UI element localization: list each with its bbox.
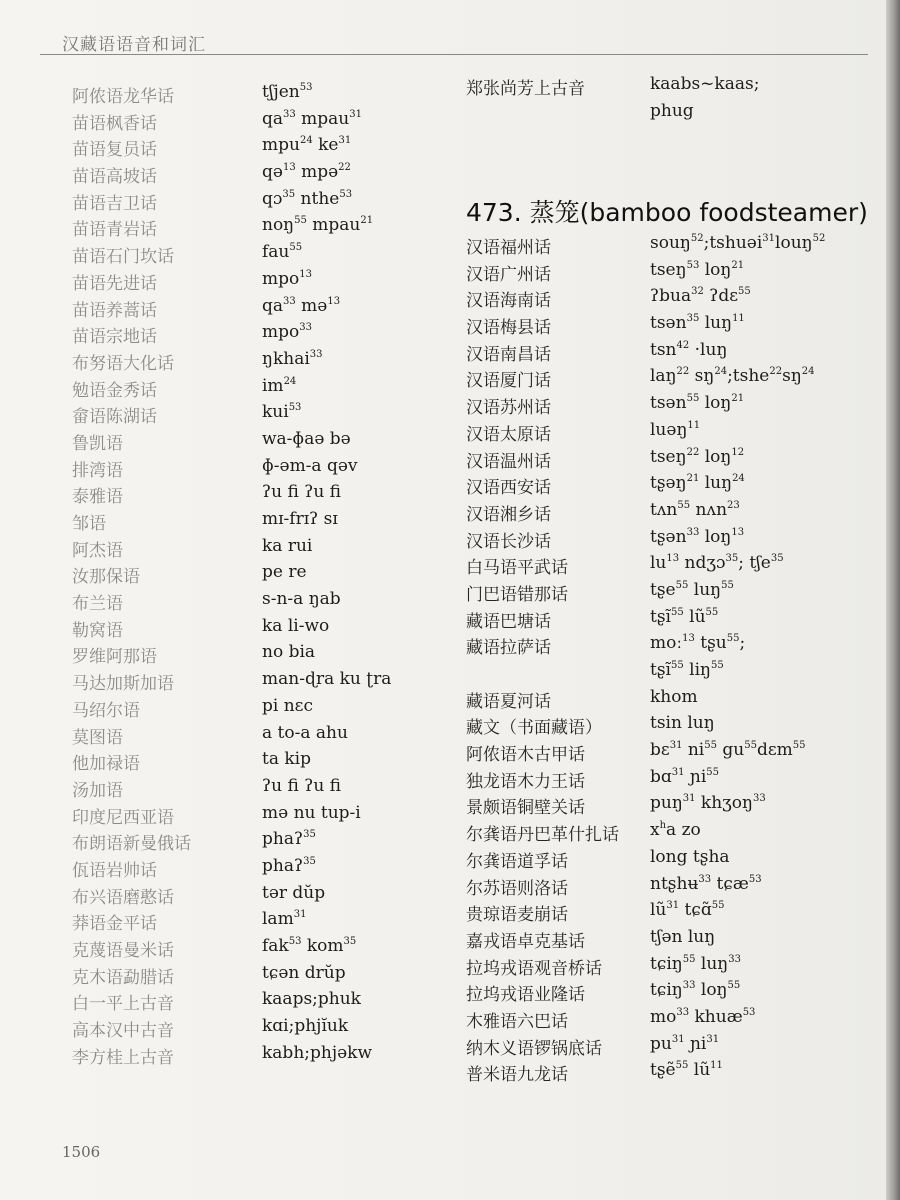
entry-row xyxy=(466,527,866,554)
phonetic-form: mpo$^{13}$ xyxy=(262,268,312,289)
language-name: 克木语勐腊话 xyxy=(72,967,174,988)
phonetic-form: tɕən drŭp xyxy=(262,962,346,983)
language-name: 高本汉中古音 xyxy=(72,1021,174,1042)
entry-row xyxy=(72,429,452,456)
entry-row xyxy=(72,82,452,109)
phonetic-form: ʔu fi ʔu fi xyxy=(262,482,342,503)
entry-row xyxy=(72,402,452,429)
phonetic-form: $mo^{33}$ khuæ$^{53}$ xyxy=(650,1006,756,1027)
entry-row xyxy=(466,900,866,927)
phonetic-form: pi nɛc xyxy=(262,695,313,716)
entry-row xyxy=(72,642,452,669)
language-name: 苗语先进话 xyxy=(72,273,157,294)
entry-row xyxy=(466,1034,866,1061)
entry-row xyxy=(72,696,452,723)
language-name: 罗维阿那语 xyxy=(72,647,157,668)
phonetic-form: a to-a ahu xyxy=(262,722,348,743)
language-name: 汉语太原话 xyxy=(466,424,551,445)
phonetic-form: man-ɖra ku ʈra xyxy=(262,669,392,690)
language-name: 汉语厦门话 xyxy=(466,371,551,392)
language-name: 汉语福州话 xyxy=(466,238,551,258)
phonetic-form: tsən$^{55}$ loŋ$^{21}$ xyxy=(650,393,745,414)
entry-row xyxy=(72,109,452,136)
language-name: 汝那保语 xyxy=(72,567,140,588)
entry-row xyxy=(72,482,452,509)
phonetic-form: puŋ$^{31}$ khʒoŋ$^{33}$ xyxy=(650,793,766,814)
entry-row xyxy=(466,793,866,820)
phonetic-form: tʂe$^{55}$ luŋ$^{55}$ xyxy=(650,579,734,600)
entry-row xyxy=(72,776,452,803)
phonetic-form: bɛ$^{31}$ $ni^{55}$ $gu^{55}dɛm^{55}$ xyxy=(650,740,806,761)
entry-row xyxy=(466,366,866,393)
entry-row xyxy=(72,349,452,376)
language-name: 布兴语磨憨话 xyxy=(72,887,174,908)
entry-row xyxy=(466,101,866,128)
phonetic-form: noŋ$^{55}$ mpau$^{21}$ xyxy=(262,215,374,236)
running-head: 汉藏语语音和词汇 xyxy=(62,35,206,55)
phonetic-form: mə nu tup-i xyxy=(262,802,361,823)
entry-row xyxy=(466,633,866,660)
entry-row xyxy=(466,447,866,474)
language-name: 莫图语 xyxy=(72,727,123,748)
phonetic-form: tʃən luŋ xyxy=(650,926,716,947)
phonetic-form: ŋkhai$^{33}$ xyxy=(262,348,323,369)
language-name: 汉语湘乡话 xyxy=(466,504,551,525)
entry-row xyxy=(72,135,452,162)
phonetic-form: kaaps;phuk xyxy=(262,989,361,1010)
phonetic-form: kaabs~kaas; xyxy=(650,74,760,94)
phonetic-form: tɕiŋ$^{55}$ luŋ$^{33}$ xyxy=(650,953,741,974)
entry-row xyxy=(466,740,866,767)
language-name: 邹语 xyxy=(72,514,106,534)
phonetic-form: tsən$^{35}$ luŋ$^{11}$ xyxy=(650,313,745,334)
language-name: 尔苏语则洛话 xyxy=(466,878,568,899)
entry-row xyxy=(466,820,866,847)
language-name: 布努语大化话 xyxy=(72,353,174,374)
entry-row xyxy=(72,856,452,883)
language-name: 克蔑语曼米话 xyxy=(72,941,174,961)
language-name: 普米语九龙话 xyxy=(466,1065,568,1086)
entry-row xyxy=(466,767,866,794)
language-name: 门巴语错那话 xyxy=(466,584,568,605)
book-spine-shadow xyxy=(886,0,900,1200)
language-name: 纳木义语锣锅底话 xyxy=(466,1038,602,1059)
phonetic-form: lam$^{31}$ xyxy=(262,909,307,930)
phonetic-form: $pu^{31}$ ɲi$^{31}$ xyxy=(650,1033,720,1054)
language-name: 苗语枫香话 xyxy=(72,113,157,134)
language-name: 排湾语 xyxy=(72,460,123,481)
language-name: 汉语西安话 xyxy=(466,478,551,499)
phonetic-form: ʔbua$^{32}$ ʔdɛ$^{55}$ xyxy=(650,286,751,307)
entry-row xyxy=(72,723,452,750)
phonetic-form: $im^{24}$ xyxy=(262,375,297,396)
language-name: 汉语海南话 xyxy=(466,291,551,312)
language-name: 苗语青岩话 xyxy=(72,220,157,241)
entry-row xyxy=(72,189,452,216)
phonetic-form: luəŋ$^{11}$ xyxy=(650,419,701,440)
phonetic-form: tʃjen$^{53}$ xyxy=(262,82,313,102)
entry-row xyxy=(72,456,452,483)
language-name: 布兰语 xyxy=(72,594,123,615)
phonetic-form: tər dŭp xyxy=(262,882,326,903)
language-name: 汤加语 xyxy=(72,780,123,801)
language-name: 拉坞戎语观音桥话 xyxy=(466,958,602,979)
language-name: 汉语温州话 xyxy=(466,451,551,472)
language-name: 苗语高坡话 xyxy=(72,167,157,188)
entry-row xyxy=(72,936,452,963)
left-entry-column xyxy=(72,82,452,1069)
phonetic-form: phaʔ$^{35}$ xyxy=(262,855,316,876)
language-name: 拉坞戎语业隆话 xyxy=(466,985,585,1006)
entry-row xyxy=(466,553,866,580)
entry-row xyxy=(72,536,452,563)
phonetic-form: $lu^{13}$ ndʒɔ$^{35}$; tʃe$^{35}$ xyxy=(650,553,784,574)
language-name: 汉语苏州话 xyxy=(466,398,551,419)
language-name: 嘉戎语卓克基话 xyxy=(466,931,585,952)
language-name: 阿侬语龙华话 xyxy=(72,87,174,107)
phonetic-form: tʂən$^{33}$ loŋ$^{13}$ xyxy=(650,526,745,547)
entry-row xyxy=(466,393,866,420)
phonetic-form: qɔ$^{35}$ nthe$^{53}$ xyxy=(262,188,353,209)
entry-row xyxy=(466,286,866,313)
entry-row xyxy=(72,322,452,349)
entry-row xyxy=(466,74,866,101)
entry-row xyxy=(466,580,866,607)
entry-row xyxy=(466,420,866,447)
entry-row xyxy=(72,616,452,643)
entry-row xyxy=(466,340,866,367)
language-name: 马绍尔语 xyxy=(72,700,140,721)
language-name: 畲语陈湖话 xyxy=(72,407,157,428)
language-name: 藏语巴塘话 xyxy=(466,611,551,632)
entry-row xyxy=(72,269,452,296)
language-name: 白一平上古音 xyxy=(72,994,174,1015)
language-name: 木雅语六巴话 xyxy=(466,1011,568,1032)
phonetic-form: mpu$^{24}$ $ke^{31}$ xyxy=(262,135,352,156)
entry-row xyxy=(72,989,452,1016)
entry-row xyxy=(466,607,866,634)
language-name: 苗语复员话 xyxy=(72,140,157,161)
phonetic-form: qə$^{13}$ mpə$^{22}$ xyxy=(262,162,351,183)
phonetic-form: ntʂhʉ$^{33}$ tɕæ$^{53}$ xyxy=(650,873,762,894)
entry-row xyxy=(466,473,866,500)
language-name: 鲁凯语 xyxy=(72,433,123,454)
phonetic-form: phug xyxy=(650,100,694,121)
phonetic-form: $qa^{33}$ mə$^{13}$ xyxy=(262,295,341,316)
phonetic-form: ta kip xyxy=(262,749,311,770)
language-name: 苗语宗地话 xyxy=(72,327,157,348)
entry-row xyxy=(466,980,866,1007)
entry-row xyxy=(72,162,452,189)
entry-row xyxy=(72,1016,452,1043)
phonetic-form: souŋ$^{52}$;tshuəi$^{31}$louŋ$^{52}$ xyxy=(650,233,826,253)
phonetic-form: tseŋ$^{53}$ loŋ$^{21}$ xyxy=(650,259,745,280)
language-name: 藏语拉萨话 xyxy=(466,638,551,659)
entry-row xyxy=(466,660,866,687)
phonetic-form: phaʔ$^{35}$ xyxy=(262,829,316,850)
entry-row xyxy=(466,313,866,340)
phonetic-form: fak$^{53}$ kom$^{35}$ xyxy=(262,936,357,956)
entry-row xyxy=(72,963,452,990)
language-name: 尔龚语道孚话 xyxy=(466,851,568,872)
entry-row xyxy=(466,713,866,740)
entry-row xyxy=(72,803,452,830)
language-name: 汉语南昌话 xyxy=(466,344,551,365)
entry-row xyxy=(72,296,452,323)
phonetic-form: $qa^{33}$ mpau$^{31}$ xyxy=(262,108,362,129)
phonetic-form: tʂəŋ$^{21}$ luŋ$^{24}$ xyxy=(650,473,745,494)
entry-row xyxy=(72,883,452,910)
language-name: 景颇语铜壁关话 xyxy=(466,798,585,819)
phonetic-form: laŋ$^{22}$ $sŋ^{24};tshe^{22}sŋ^{24}$ xyxy=(650,366,815,387)
language-name: 独龙语木力王话 xyxy=(466,771,585,792)
language-name: 莽语金平话 xyxy=(72,914,157,935)
language-name: 汉语梅县话 xyxy=(466,318,551,339)
language-name: 佤语岩帅话 xyxy=(72,860,157,881)
language-name: 藏文（书面藏语） xyxy=(466,718,602,739)
phonetic-form: ʔu fi ʔu fi xyxy=(262,775,342,796)
entry-row xyxy=(72,376,452,403)
page-number: 1506 xyxy=(62,1143,101,1161)
phonetic-form: pe re xyxy=(262,562,307,583)
entry-row xyxy=(466,1007,866,1034)
phonetic-form: tʂĩ$^{55}$ liŋ$^{55}$ xyxy=(650,660,724,680)
language-name: 勒窝语 xyxy=(72,620,123,641)
phonetic-form: wa-ɸaə bə xyxy=(262,428,351,449)
phonetic-form: mpo$^{33}$ xyxy=(262,322,312,343)
previous-entry-continuation xyxy=(466,74,866,127)
right-entry-column xyxy=(466,233,866,1087)
phonetic-form: $lũ^{31}$ tɕɑ̃$^{55}$ xyxy=(650,900,725,921)
entry-row xyxy=(72,242,452,269)
entry-row xyxy=(72,1043,452,1070)
language-name: 阿杰语 xyxy=(72,540,123,561)
header-rule xyxy=(40,54,868,55)
phonetic-form: moː$^{13}$ tʂu$^{55}$; xyxy=(650,633,746,654)
phonetic-form: kabh;phjəkw xyxy=(262,1042,373,1063)
entry-row xyxy=(72,909,452,936)
phonetic-form: kui$^{53}$ xyxy=(262,402,302,423)
language-name: 贵琼语麦崩话 xyxy=(466,905,568,926)
phonetic-form: no bia xyxy=(262,642,316,663)
phonetic-form: ka li-wo xyxy=(262,615,330,636)
language-name: 汉语广州话 xyxy=(466,264,551,285)
language-name: 尔龚语丹巴革什扎话 xyxy=(466,825,619,846)
phonetic-form: tʌn$^{55}$ nʌn$^{23}$ xyxy=(650,499,740,520)
phonetic-form: ka rui xyxy=(262,535,313,556)
language-name: 郑张尚芳上古音 xyxy=(466,79,585,99)
entry-row xyxy=(72,669,452,696)
phonetic-form: tʂẽ$^{55}$ $lũ^{11}$ xyxy=(650,1060,723,1081)
entry-row xyxy=(72,562,452,589)
language-name: 苗语养蒿话 xyxy=(72,300,157,321)
entry-row xyxy=(72,829,452,856)
entry-row xyxy=(466,954,866,981)
entry-row xyxy=(466,687,866,714)
phonetic-form: tʂĩ$^{55}$ $lũ^{55}$ xyxy=(650,606,719,627)
entry-row xyxy=(72,509,452,536)
phonetic-form: fau$^{55}$ xyxy=(262,242,303,263)
entry-row xyxy=(466,927,866,954)
phonetic-form: tɕiŋ$^{33}$ loŋ$^{55}$ xyxy=(650,980,741,1001)
phonetic-form: ɸ-əm-a qəv xyxy=(262,455,358,476)
phonetic-form: khom xyxy=(650,686,698,707)
entry-row xyxy=(466,500,866,527)
language-name: 马达加斯加语 xyxy=(72,674,174,695)
language-name: 白马语平武话 xyxy=(466,558,568,579)
phonetic-form: tsn$^{42}$ ·luŋ xyxy=(650,339,728,360)
entry-row xyxy=(72,749,452,776)
language-name: 阿侬语木古甲话 xyxy=(466,745,585,766)
language-name: 布朗语新曼俄话 xyxy=(72,834,191,855)
language-name: 李方桂上古音 xyxy=(72,1047,174,1068)
entry-row xyxy=(466,233,866,260)
entry-row xyxy=(466,874,866,901)
phonetic-form: bɑ$^{31}$ ɲi$^{55}$ xyxy=(650,766,720,787)
phonetic-form: $x^ha$ zo xyxy=(650,820,701,841)
entry-row xyxy=(72,215,452,242)
language-name: 泰雅语 xyxy=(72,487,123,508)
language-name: 印度尼西亚语 xyxy=(72,807,174,828)
phonetic-form: long tʂha xyxy=(650,846,730,867)
phonetic-form: kɑi;phjĭuk xyxy=(262,1016,349,1037)
language-name: 苗语石门坎话 xyxy=(72,247,174,268)
entry-row xyxy=(466,1060,866,1087)
language-name: 勉语金秀话 xyxy=(72,380,157,401)
entry-row xyxy=(466,260,866,287)
language-name: 藏语夏河话 xyxy=(466,691,551,712)
language-name: 汉语长沙话 xyxy=(466,531,551,552)
phonetic-form: tsin luŋ xyxy=(650,713,715,734)
phonetic-form: tseŋ$^{22}$ loŋ$^{12}$ xyxy=(650,446,745,467)
entry-row xyxy=(72,589,452,616)
phonetic-form: mɪ-frɪʔ sɪ xyxy=(262,509,338,529)
entry-row xyxy=(466,847,866,874)
phonetic-form: s-n-a ŋab xyxy=(262,589,341,610)
language-name: 他加禄语 xyxy=(72,754,140,775)
language-name: 苗语吉卫话 xyxy=(72,193,157,214)
section-title: 473. 蒸笼(bamboo foodsteamer) xyxy=(466,198,868,227)
